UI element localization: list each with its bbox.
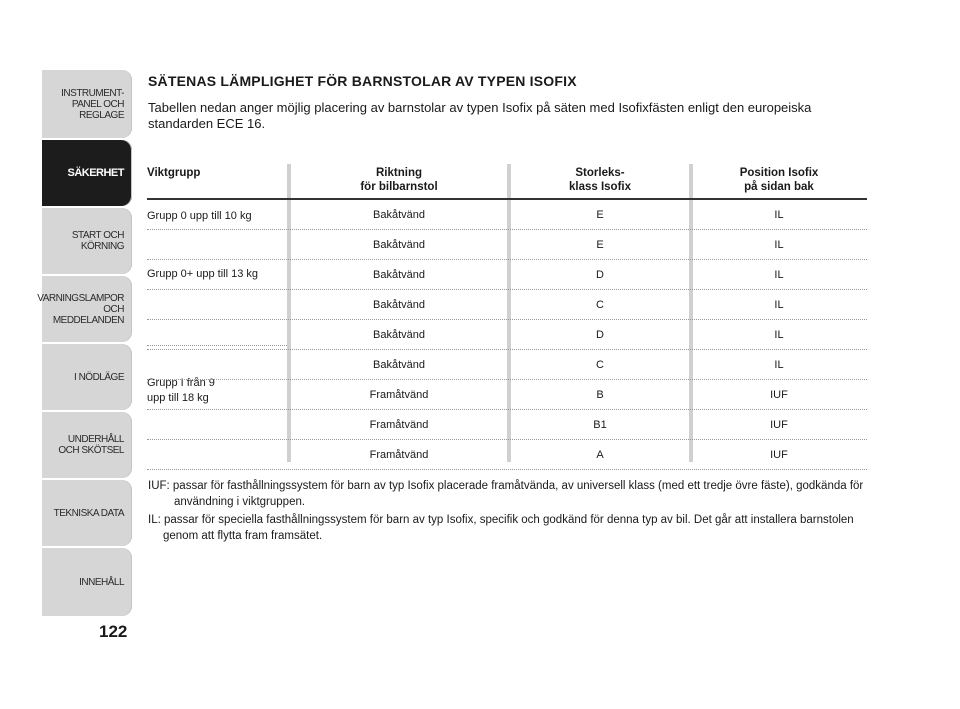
table-row xyxy=(147,440,867,470)
sidebar-tab-start-och-korning[interactable] xyxy=(42,208,132,274)
intro-paragraph: Tabellen nedan anger möjlig placering av barnstolar av typen Isofix på säten med Isofixfästen enligt den europeiska standarden ECE 16. xyxy=(148,100,812,131)
sidebar-tab-label: INSTRUMENT- PANEL OCH REGLAGE xyxy=(61,87,124,121)
sidebar-tab-label: TEKNISKA DATA xyxy=(53,507,124,519)
cell-direction: Bakåtvänd xyxy=(373,329,425,341)
sidebar-tab-label: SÄKERHET xyxy=(67,166,124,179)
cell-size: E xyxy=(596,239,604,251)
note-il: IL: passar för speciella fasthållningssystem för barn av typ Isofix, specifik och godkänd för denna typ av bil. Det går att installera barnstolen genom att flytta fram framsätet. xyxy=(148,514,854,542)
cell-position: IUF xyxy=(770,419,788,431)
sidebar-tab-varningslampor[interactable] xyxy=(37,276,132,342)
cell-position: IUF xyxy=(770,389,788,401)
cell-direction: Bakåtvänd xyxy=(373,209,425,221)
cell-size: C xyxy=(596,299,604,311)
cell-direction: Bakåtvänd xyxy=(373,299,425,311)
table-row xyxy=(147,230,867,260)
cell-direction: Framåtvänd xyxy=(369,389,429,401)
cell-position: IL xyxy=(774,299,784,311)
group-label: Grupp 0+ upp till 13 kg xyxy=(147,268,258,280)
sidebar-tab-instrumentpanel[interactable] xyxy=(42,70,132,138)
sidebar-tab-label: INNEHÅLL xyxy=(79,576,124,588)
sidebar-tab-innehall[interactable] xyxy=(42,548,132,616)
table-row xyxy=(147,260,867,290)
table-row xyxy=(147,380,867,410)
table-row xyxy=(147,200,867,230)
cell-direction: Framåtvänd xyxy=(369,419,429,431)
note-iuf: IUF: passar för fasthållningssystem för barn av typ Isofix placerade framåtvända, av universell klass (med ett tredje övre fäste), godkända för användning i viktgruppen. xyxy=(148,480,864,508)
cell-size: B xyxy=(596,389,604,401)
cell-size: D xyxy=(596,269,604,281)
cell-direction: Bakåtvänd xyxy=(373,359,425,371)
page-number: 122 xyxy=(99,622,128,641)
cell-position: IL xyxy=(774,359,784,371)
cell-size: B1 xyxy=(593,419,607,431)
header-position: Position Isofix på sidan bak xyxy=(739,167,819,193)
table-body xyxy=(147,200,867,470)
sidebar-tab-label: I NÖDLÄGE xyxy=(74,371,124,383)
group-label: Grupp I från 9 upp till 18 kg xyxy=(147,377,215,404)
cell-position: IL xyxy=(774,209,784,221)
cell-position: IL xyxy=(774,329,784,341)
header-storleksklass: Storleks- klass Isofix xyxy=(568,167,631,193)
cell-size: A xyxy=(596,449,604,461)
table-header xyxy=(147,164,867,200)
cell-direction: Framåtvänd xyxy=(369,449,429,461)
sidebar-tab-sakerhet[interactable] xyxy=(42,140,132,206)
cell-direction: Bakåtvänd xyxy=(373,269,425,281)
cell-position: IUF xyxy=(770,449,788,461)
cell-direction: Bakåtvänd xyxy=(373,239,425,251)
sidebar-tab-label: VARNINGSLAMPOR OCH MEDDELANDEN xyxy=(37,292,124,326)
sidebar-tab-underhall[interactable] xyxy=(42,412,132,478)
footnotes xyxy=(148,479,868,544)
isofix-table xyxy=(147,164,867,470)
cell-position: IL xyxy=(774,269,784,281)
table-row xyxy=(147,350,867,380)
table-row xyxy=(147,320,867,350)
header-viktgrupp: Viktgrupp xyxy=(147,167,201,179)
sidebar-tab-label: UNDERHÅLL OCH SKÖTSEL xyxy=(58,434,124,456)
table-row xyxy=(147,410,867,440)
sidebar-tab-tekniska-data[interactable] xyxy=(42,480,132,546)
header-riktning: Riktning för bilbarnstol xyxy=(360,167,438,193)
cell-position: IL xyxy=(774,239,784,251)
cell-size: D xyxy=(596,329,604,341)
cell-size: E xyxy=(596,209,604,221)
table-row xyxy=(147,290,867,320)
page-title: SÄTENAS LÄMPLIGHET FÖR BARNSTOLAR AV TYPEN ISOFIX xyxy=(148,73,577,89)
sidebar-tab-label: START OCH KÖRNING xyxy=(71,230,124,252)
sidebar-tab-i-nodlage[interactable] xyxy=(42,344,132,410)
group-label: Grupp 0 upp till 10 kg xyxy=(147,210,252,222)
cell-size: C xyxy=(596,359,604,371)
